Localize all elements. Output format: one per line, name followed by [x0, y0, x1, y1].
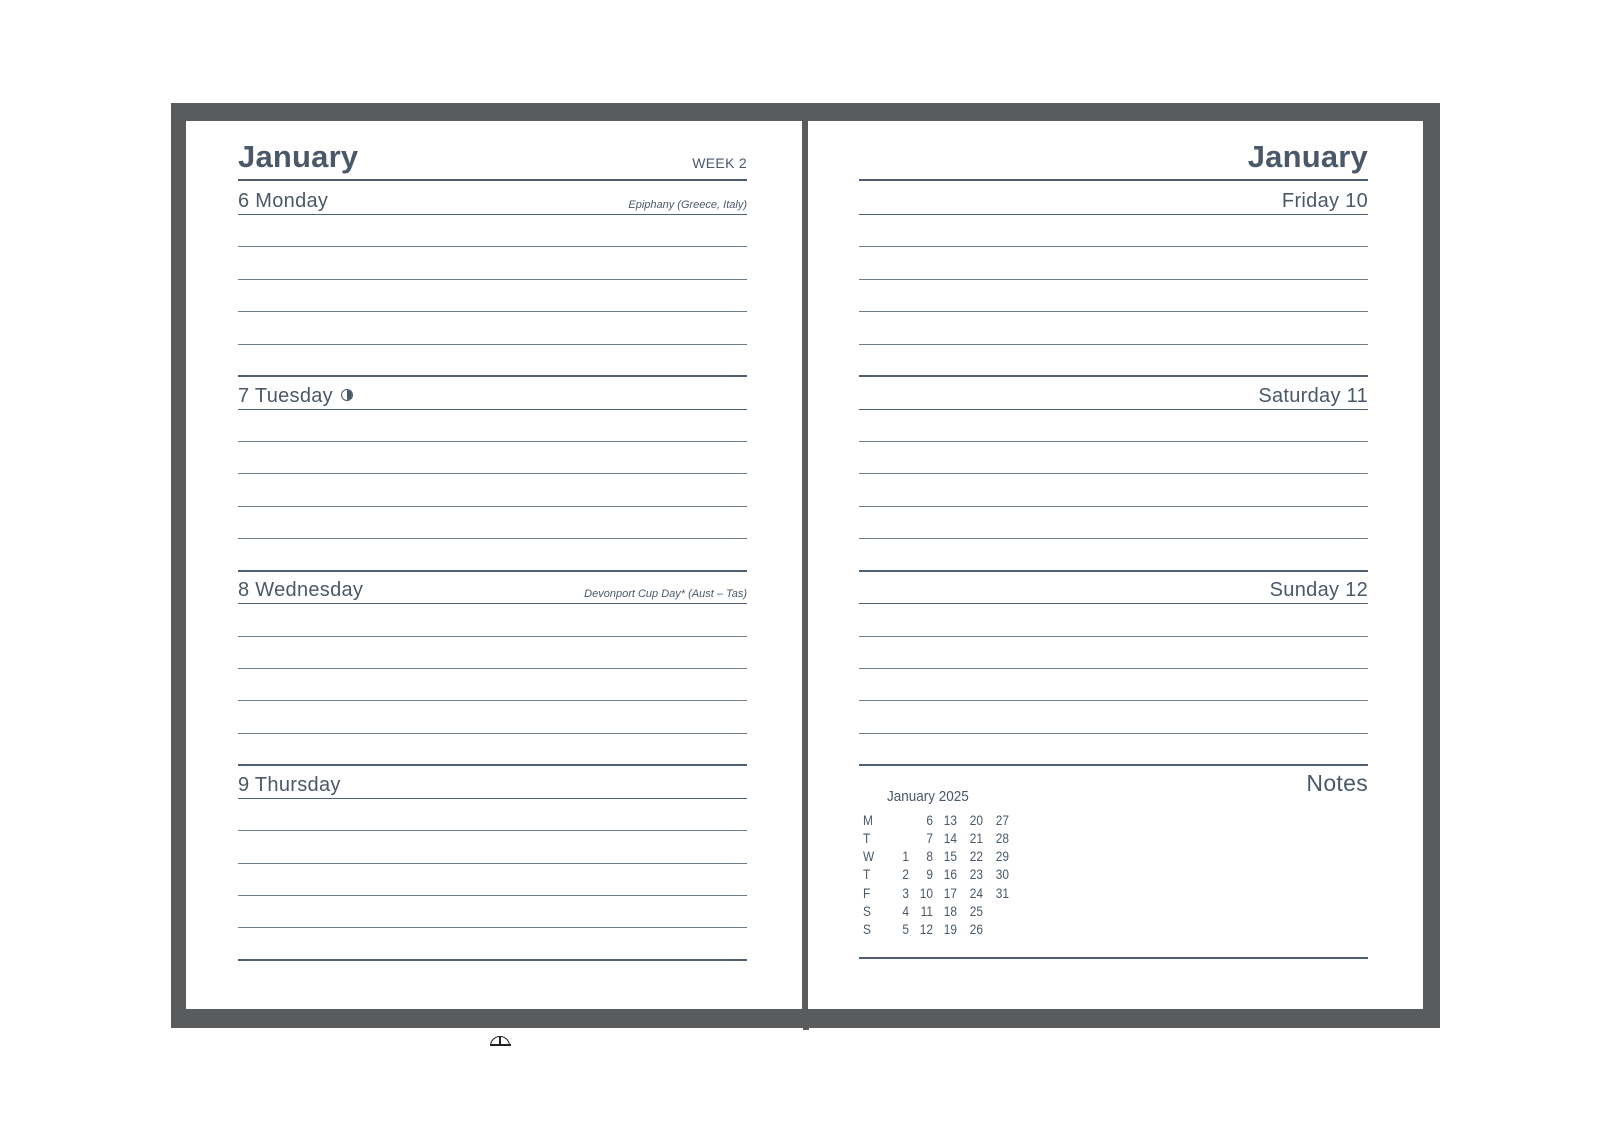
holiday-note: Epiphany (Greece, Italy) — [628, 199, 747, 211]
calendar-date: 25 — [969, 903, 983, 919]
registration-mark-bar — [490, 1044, 511, 1046]
weekday-label: W — [863, 849, 875, 865]
calendar-date: 29 — [995, 849, 1009, 865]
writing-line[interactable] — [238, 473, 747, 474]
writing-line[interactable] — [859, 344, 1368, 345]
calendar-date: 24 — [969, 885, 983, 901]
calendar-date: 1 — [902, 849, 909, 865]
holiday-note: Devonport Cup Day* (Aust – Tas) — [584, 588, 747, 601]
day-title-text: Friday 10 — [1281, 190, 1368, 212]
calendar-date: 21 — [969, 830, 983, 846]
writing-line[interactable] — [238, 863, 747, 864]
writing-line[interactable] — [238, 538, 747, 539]
day-title — [238, 385, 353, 408]
calendar-date: 6 — [926, 812, 933, 828]
day-block — [238, 570, 747, 770]
left-page — [186, 121, 802, 1009]
day-block — [859, 376, 1368, 576]
day-title-text: 6 Monday — [238, 190, 329, 212]
day-title-text: Sunday 12 — [1269, 579, 1368, 602]
calendar-date: 3 — [902, 885, 909, 901]
writing-line[interactable] — [859, 246, 1368, 247]
writing-line[interactable] — [238, 441, 747, 442]
weekday-label: T — [863, 830, 871, 846]
writing-line[interactable] — [238, 668, 747, 669]
week-number: WEEK 2 — [692, 155, 747, 171]
day-header — [238, 570, 747, 604]
writing-line[interactable] — [859, 311, 1368, 312]
diary-cover-frame — [171, 103, 1440, 1028]
moon-phase-icon — [341, 389, 353, 401]
day-header — [238, 181, 747, 215]
left-page-header — [238, 139, 747, 181]
writing-line[interactable] — [859, 733, 1368, 734]
writing-line[interactable] — [238, 733, 747, 734]
writing-line[interactable] — [238, 700, 747, 701]
calendar-date: 13 — [943, 812, 957, 828]
calendar-date: 23 — [969, 867, 983, 883]
day-header — [859, 570, 1368, 604]
calendar-date: 31 — [995, 885, 1009, 901]
writing-line[interactable] — [859, 668, 1368, 669]
binding-gutter-mark — [803, 1028, 809, 1030]
day-title — [238, 774, 341, 797]
right-page-header — [859, 139, 1368, 181]
calendar-date: 2 — [902, 867, 909, 883]
day-block — [238, 181, 747, 381]
calendar-date: 26 — [969, 921, 983, 937]
calendar-date: 15 — [943, 849, 957, 865]
day-header — [238, 376, 747, 410]
writing-line[interactable] — [238, 246, 747, 247]
weekday-label: S — [863, 921, 871, 937]
day-block — [859, 570, 1368, 770]
writing-line[interactable] — [238, 636, 747, 637]
writing-line[interactable] — [859, 506, 1368, 507]
right-page — [808, 121, 1423, 1009]
calendar-date: 20 — [969, 812, 983, 828]
notes-title: Notes — [1306, 769, 1368, 796]
writing-line[interactable] — [859, 279, 1368, 280]
calendar-date: 27 — [995, 812, 1009, 828]
writing-line[interactable] — [238, 311, 747, 312]
calendar-date: 18 — [943, 903, 957, 919]
weekday-label: F — [863, 885, 871, 901]
weekday-label: T — [863, 867, 871, 883]
writing-line[interactable] — [859, 473, 1368, 474]
day-header — [238, 765, 747, 799]
month-title: January — [1247, 139, 1368, 174]
writing-line[interactable] — [238, 927, 747, 928]
calendar-date: 4 — [902, 903, 909, 919]
calendar-date: 11 — [920, 903, 933, 919]
calendar-date: 16 — [943, 867, 957, 883]
day-block — [238, 765, 747, 965]
day-header — [859, 376, 1368, 410]
mini-calendar-title: January 2025 — [887, 787, 969, 805]
weekday-label: S — [863, 903, 871, 919]
day-title-text: 9 Thursday — [238, 773, 341, 796]
calendar-date: 7 — [926, 830, 933, 846]
writing-line[interactable] — [238, 344, 747, 345]
day-block — [859, 181, 1368, 381]
calendar-date: 5 — [902, 921, 909, 937]
day-title-text: 7 Tuesday — [238, 384, 333, 407]
writing-line[interactable] — [238, 830, 747, 831]
notes-end-rule — [859, 957, 1368, 959]
calendar-date: 14 — [943, 830, 957, 846]
day-title — [238, 579, 363, 602]
writing-line[interactable] — [238, 279, 747, 280]
day-title — [1282, 190, 1368, 213]
calendar-date: 17 — [943, 885, 957, 901]
writing-line[interactable] — [238, 895, 747, 896]
calendar-date: 8 — [926, 849, 933, 865]
day-title — [1270, 579, 1368, 602]
weekday-label: M — [863, 812, 873, 828]
calendar-date: 30 — [995, 867, 1009, 883]
calendar-date: 9 — [926, 867, 933, 883]
day-title-text: Saturday 11 — [1258, 384, 1368, 407]
calendar-date: 10 — [919, 885, 933, 901]
day-title-text: 8 Wednesday — [238, 579, 364, 602]
day-end-rule — [238, 959, 747, 961]
day-end-rule — [859, 764, 1368, 766]
calendar-date: 12 — [919, 921, 933, 937]
writing-line[interactable] — [859, 636, 1368, 637]
calendar-date: 19 — [943, 921, 957, 937]
calendar-date: 28 — [995, 830, 1009, 846]
day-title — [1258, 385, 1368, 408]
calendar-date: 22 — [969, 849, 983, 865]
writing-line[interactable] — [859, 441, 1368, 442]
writing-line[interactable] — [238, 506, 747, 507]
day-title — [238, 190, 328, 213]
writing-line[interactable] — [859, 538, 1368, 539]
writing-line[interactable] — [859, 700, 1368, 701]
month-title: January — [238, 139, 359, 174]
day-block — [238, 376, 747, 576]
day-header — [859, 181, 1368, 215]
